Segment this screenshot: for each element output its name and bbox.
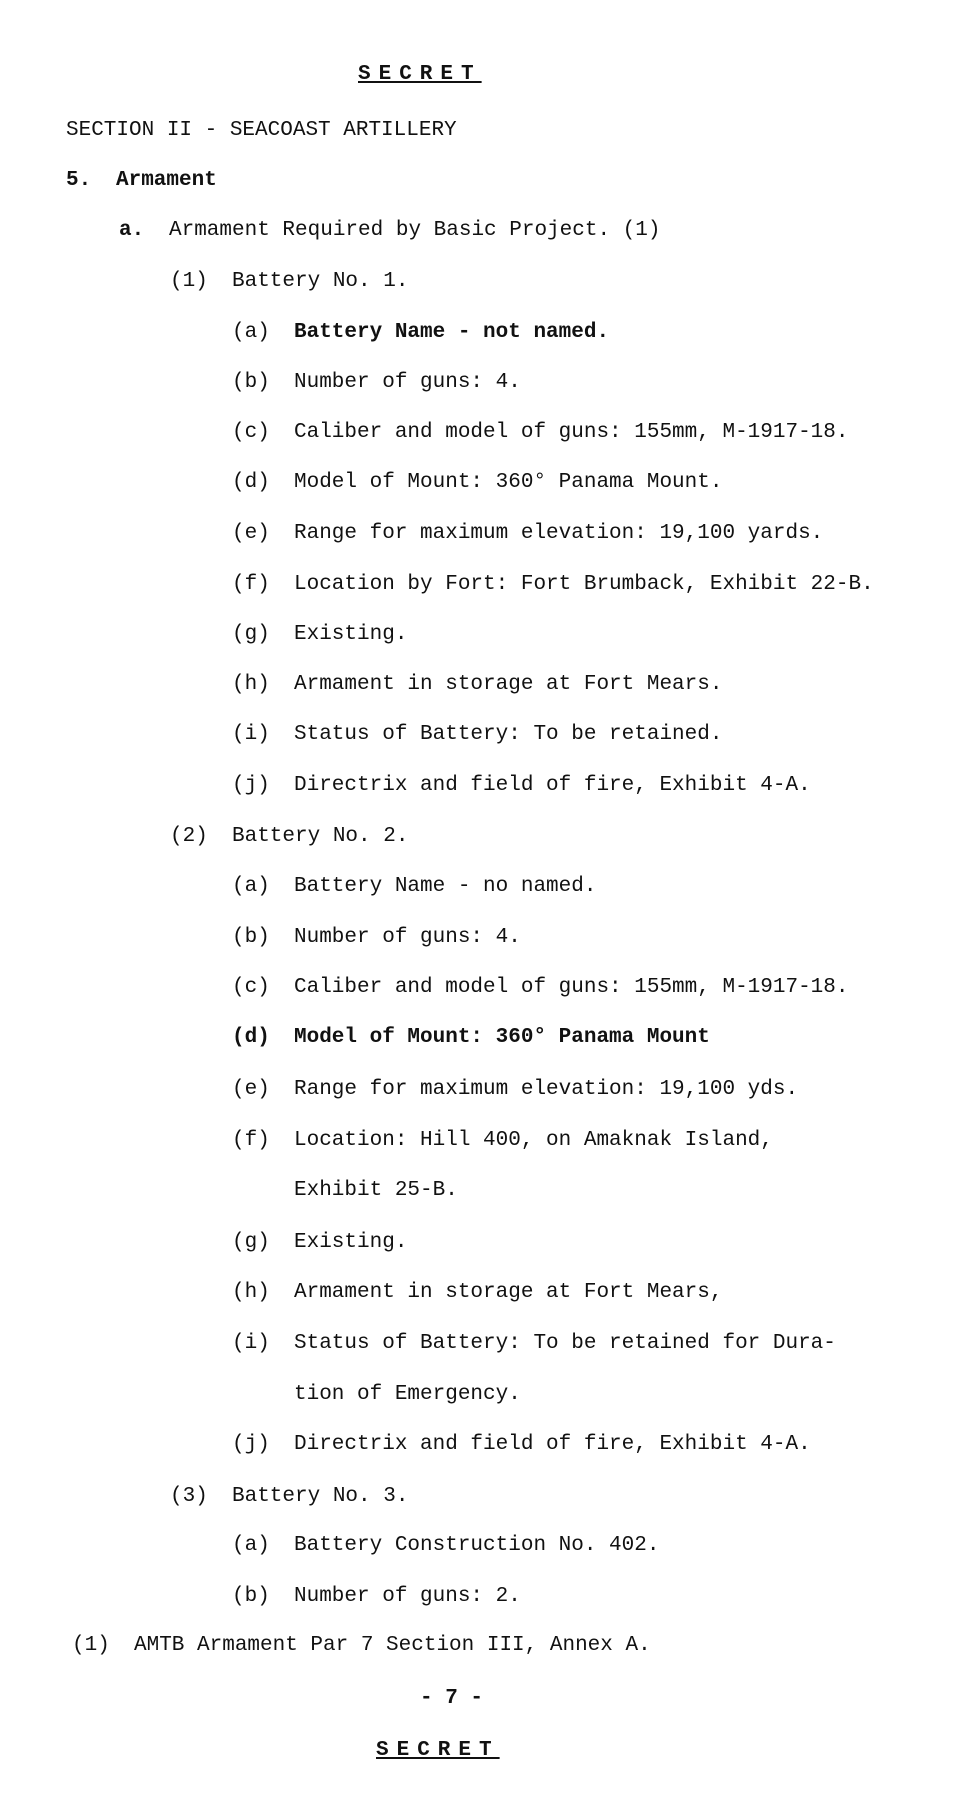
list-item: (g) Existing. — [232, 623, 408, 646]
list-item: (g) Existing. — [232, 1231, 408, 1254]
list-item: (j) Directrix and field of fire, Exhibit 4-A. — [232, 1433, 811, 1456]
list-item: (a) Battery Construction No. 402. — [232, 1534, 660, 1557]
section-title: SECTION II - SEACOAST ARTILLERY — [66, 119, 457, 142]
list-item: (i) Status of Battery: To be retained. — [232, 723, 723, 746]
footnote — [72, 1633, 651, 1659]
list-item: (i) Status of Battery: To be retained for Dura- — [232, 1332, 836, 1355]
battery-2-number: (2) — [170, 825, 208, 848]
battery-1-title: Battery No. 1. — [232, 270, 409, 293]
list-item: (h) Armament in storage at Fort Mears, — [232, 1281, 723, 1304]
subparagraph-letter: a. — [119, 219, 145, 242]
battery-2-heading — [170, 824, 408, 850]
list-item: (a) Battery Name - not named. — [232, 321, 610, 344]
list-item-continuation: Exhibit 25-B. — [294, 1179, 458, 1202]
list-item-continuation: tion of Emergency. — [294, 1383, 521, 1406]
list-item: (d) Model of Mount: 360° Panama Mount. — [232, 471, 723, 494]
list-item: (e) Range for maximum elevation: 19,100 yds. — [232, 1078, 799, 1101]
footnote-marker: (1) — [72, 1634, 110, 1657]
classification-header: SECRET — [358, 63, 482, 86]
battery-2-title: Battery No. 2. — [232, 825, 409, 848]
list-item: (c) Caliber and model of guns: 155mm, M-1917-18. — [232, 976, 849, 999]
list-item: (h) Armament in storage at Fort Mears. — [232, 673, 723, 696]
paragraph-number: 5. — [66, 169, 92, 192]
page-number: - 7 - — [420, 1687, 484, 1710]
battery-1-number: (1) — [170, 270, 208, 293]
subparagraph-title: Armament Required by Basic Project. (1) — [169, 219, 661, 242]
paragraph-title: Armament — [116, 169, 217, 192]
paragraph-heading — [66, 168, 217, 194]
list-item: (b) Number of guns: 2. — [232, 1585, 521, 1608]
list-item: (f) Location by Fort: Fort Brumback, Exhibit 22-B. — [232, 573, 874, 596]
subparagraph-heading — [119, 218, 660, 244]
list-item: (b) Number of guns: 4. — [232, 926, 521, 949]
list-item: (c) Caliber and model of guns: 155mm, M-1917-18. — [232, 421, 849, 444]
list-item: (e) Range for maximum elevation: 19,100 yards. — [232, 522, 824, 545]
battery-3-title: Battery No. 3. — [232, 1485, 409, 1508]
list-item: (a) Battery Name - no named. — [232, 875, 597, 898]
list-item: (b) Number of guns: 4. — [232, 371, 521, 394]
battery-3-heading — [170, 1484, 408, 1510]
list-item: (j) Directrix and field of fire, Exhibit 4-A. — [232, 774, 811, 797]
list-item: (d) Model of Mount: 360° Panama Mount — [232, 1026, 710, 1049]
list-item: (f) Location: Hill 400, on Amaknak Island, — [232, 1129, 773, 1152]
battery-3-number: (3) — [170, 1485, 208, 1508]
classification-footer: SECRET — [376, 1739, 500, 1762]
footnote-text: AMTB Armament Par 7 Section III, Annex A. — [134, 1634, 651, 1657]
battery-1-heading — [170, 269, 408, 295]
